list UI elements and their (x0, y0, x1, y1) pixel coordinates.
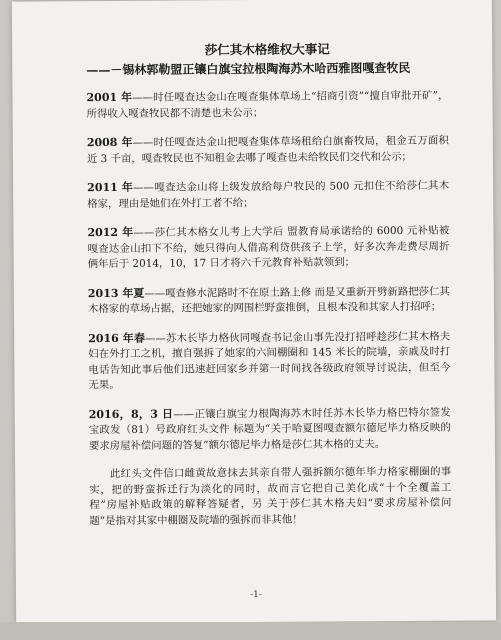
document-body (86, 39, 451, 543)
paragraph-text: ——嘎查修水泥路时不在原土路上修 而是又重新开劈新路把莎仁其木格家的草场占据，还把她家的网围栏野蛮推倒，且根本没和其家人打招呼； (87, 285, 450, 316)
paragraph-text: 此红头文件信口雌黄故意抹去其亲自带人强拆额尔德年毕力格家棚圈的事实，把的野蛮拆迁行为淡化的同时，故而言它把自己美化成“十个全覆盖工程”房屋补贴政策的解释答疑者，另 关于莎仁其木格夫妇“要求房屋补偿问题”是指对其家中棚圈及院墙的强拆而非其他！ (89, 465, 452, 527)
paragraph-text: ——时任嘎查达金山把嘎查集体草场租给白旗畜牧局，租金五万面积近 3 千亩，嘎查牧民也不知租金去哪了嘎查也未给牧民们交代和公示； (86, 134, 449, 165)
paragraph-2016-spring (88, 328, 450, 394)
document-subtitle: ——－锡林郭勒盟正镶白旗宝拉根陶海苏木哈西雅图嘎查牧民 (86, 60, 411, 78)
paragraph-2012 (87, 223, 449, 273)
document-title: 莎仁其木格维权大事记 (204, 41, 330, 58)
paragraph-conclusion (89, 465, 451, 530)
paragraph-2016-08-03 (89, 404, 451, 454)
paragraph-text: ——嘎查达金山将上级发放给每户牧民的 500 元扣住不给莎仁其木格家，理由是她们在外打工者不给； (87, 179, 450, 210)
paragraph-text: ——正镶白旗宝力根陶海苏木时任苏木长毕力格巴特尔签发宝政发（81）号政府红头文件 标题为“关于哈夏图嘎查额尔德尼毕力格反映的要求房屋补偿问题的答复”额尔德尼毕力格是莎仁其木格的丈夫。 (88, 406, 451, 452)
paragraph-date: 2016，8，3 日 (88, 407, 174, 421)
paragraph-text: ——苏木长毕力格伙同嘎查书记金山事先没打招呼趁莎仁其木格夫妇在外打工之机，擅自强拆了她家的六间棚圈和 145 米长的院墙，亲戚及时打电话告知此事后他们迅速赶回家乡并第一时间找各级政府领导讨说法，但至今无果。 (88, 330, 451, 392)
page-number: -1- (250, 589, 262, 601)
paragraph-date: 2012 年 (87, 225, 134, 240)
paragraph-2011 (87, 178, 449, 213)
paragraph-text: ——时任嘎查达金山在嘎查集体草场上“招商引资”“擅自审批开矿”，所得收入嘎查牧民都不清楚也未公示； (86, 89, 449, 120)
paragraph-2001 (86, 88, 448, 123)
paragraph-date: 2001 年 (86, 90, 133, 105)
paragraph-date: 2013 年夏 (87, 286, 145, 300)
paragraph-date: 2008 年 (86, 135, 133, 150)
document-page (12, 0, 496, 624)
paragraph-date: 2011 年 (87, 180, 134, 195)
paragraph-2008 (87, 133, 449, 168)
paragraph-date: 2016 年春 (88, 331, 146, 345)
background-surface (0, 622, 501, 640)
paragraph-text: ——莎仁其木格女儿考上大学后 盟教育局承诺给的 6000 元补贴被嘎查达金山扣下不给，她只得向人借高利贷供孩子上学，好多次奔走费尽周折俩年后于 2014，10，17 日才将六千元教育补贴款领到； (87, 224, 450, 271)
paragraph-2013-summer (88, 283, 450, 318)
